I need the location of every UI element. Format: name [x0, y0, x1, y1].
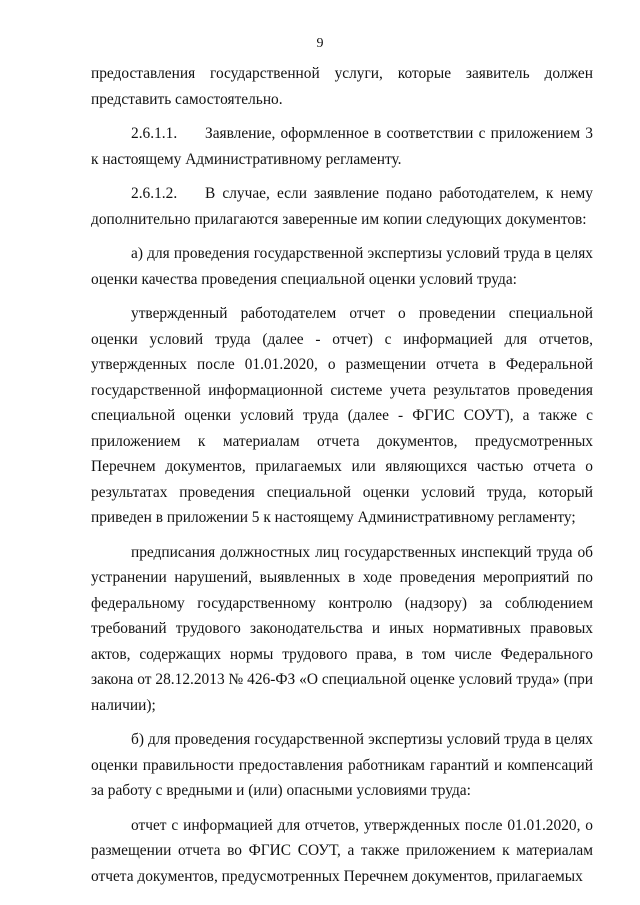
clause-number: 2.6.1.1. [131, 125, 178, 142]
paragraph-report-2: отчет с информацией для отчетов, утвержденных после 01.01.2020, о размещении отчета во ФГИС СОУТ, а также приложением к материалам отчета документов, предусмотренных Перечнем документов, прилагаемых [91, 816, 593, 885]
paragraph-item-a: а) для проведения государственной экспертизы условий труда в целях оценки качества проведения специальной оценки условий труда: [91, 245, 593, 288]
document-body [91, 61, 593, 898]
paragraph-continuation: предоставления государственной услуги, которые заявитель должен представить самостоятельно. [91, 65, 593, 108]
paragraph-orders: предписания должностных лиц государственных инспекций труда об устранении нарушений, выявленных в ходе проведения мероприятий по федеральному государственному контролю (надзору) за соблюдением требований трудового законодательства и иных нормативных правовых актов, содержащих нормы трудового права, в том числе Федерального закона от 28.12.2013 № 426-ФЗ «О специальной оценке условий труда» (при наличии); [91, 543, 593, 714]
paragraph-2-6-1-1 [91, 121, 593, 172]
page-number: 9 [316, 36, 324, 51]
paragraph-report: утвержденный работодателем отчет о проведении специальной оценки условий труда (далее - отчет) с информацией для отчетов, утвержденных после 01.01.2020, о размещении отчета в Федеральной государственной информационной системе учета результатов проведения специальной оценки условий труда (далее - ФГИС СОУТ), а также с приложением к материалам отчета документов, предусмотренных Перечнем документов, прилагаемых или являющихся частью отчета о результатах проведения специальной оценки условий труда, который приведен в приложении 5 к настоящему Административному регламенту; [91, 305, 593, 526]
clause-text: Заявление, оформленное в соответствии с приложением 3 к настоящему Административному регламенту. [91, 125, 593, 168]
clause-text: В случае, если заявление подано работодателем, к нему дополнительно прилагаются заверенные им копии следующих документов: [91, 185, 593, 228]
paragraph-2-6-1-2 [91, 181, 593, 232]
paragraph-item-b: б) для проведения государственной экспертизы условий труда в целях оценки правильности предоставления работникам гарантий и компенсаций за работу с вредными и (или) опасными условиями труда: [91, 731, 593, 799]
clause-number: 2.6.1.2. [131, 185, 178, 202]
